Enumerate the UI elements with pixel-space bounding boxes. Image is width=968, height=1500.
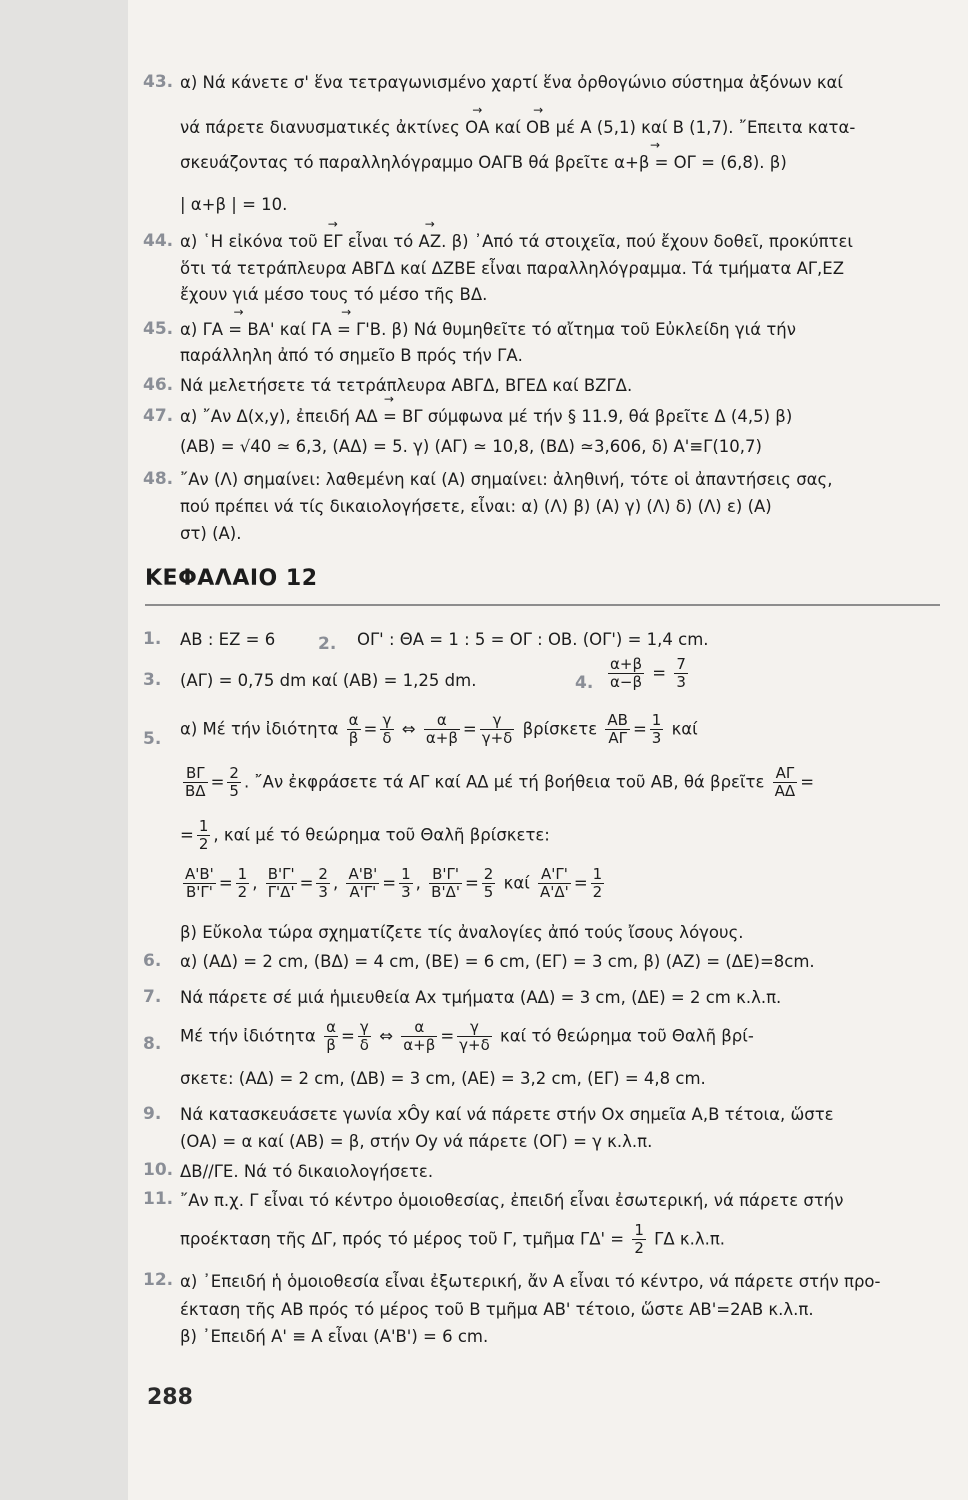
text-segment: = (6,8). β)	[701, 153, 787, 172]
numerator: 1	[401, 865, 411, 883]
answer-6: α) (ΑΔ) = 2 cm, (ΒΔ) = 4 cm, (ΒΕ) = 6 cm, (ΕΓ) = 3 cm, β) (ΑΖ) = (ΔΕ)=8cm.	[180, 952, 815, 971]
denominator: 3	[401, 883, 411, 902]
denominator: 2	[592, 883, 603, 902]
fraction	[197, 818, 211, 854]
fraction	[608, 656, 644, 692]
denominator: Β'Γ'	[185, 883, 213, 902]
fraction	[347, 712, 361, 748]
exercise-number: 45.	[143, 319, 174, 339]
equals-sign: =	[652, 663, 667, 683]
numerator: 1	[651, 711, 662, 729]
fraction	[358, 1019, 371, 1055]
denominator: ΒΔ	[185, 782, 206, 801]
denominator: 2	[198, 835, 209, 854]
numerator: γ	[480, 712, 515, 730]
heading-divider	[145, 604, 940, 606]
answer-8-line-1: Μέ τήν ἰδιότητα $\frac{\alpha}{\beta}$ = $\frac{\gamma}{\delta}$ ⇔ $\frac{\alpha}{\alpha+\beta}$ = $\frac{\gamma}{\gamma+\delta}$ καί τό θεώρημα τοῦ Θαλῆ βρί-	[180, 1018, 754, 1055]
exercise-number: 48.	[143, 469, 174, 489]
fraction	[605, 712, 630, 748]
denominator: 2	[634, 1239, 644, 1258]
text-segment: , καί μέ τό θεώρημα τοῦ Θαλῆ βρίσκετε:	[213, 825, 550, 845]
text-segment: νά πάρετε διανυσματικές ἀκτίνες	[180, 118, 460, 137]
numerator: 1	[634, 1221, 644, 1239]
exercise-number: 46.	[143, 375, 174, 395]
text-segment: . ῎Αν ἐκφράσετε τά ΑΓ καί ΑΔ μέ τή βοήθεια τοῦ ΑΒ, θά βρεῖτε	[243, 772, 765, 792]
text-segment: α) Μέ τήν ἰδιότητα	[180, 719, 339, 739]
answer-11-line-2	[180, 1222, 725, 1258]
numerator: 2	[483, 865, 494, 883]
exercise-46-line-1: Νά μελετήσετε τά τετράπλευρα ΑΒΓΔ, ΒΓΕΔ καί ΒΖΓΔ.	[180, 376, 633, 395]
fraction	[266, 866, 297, 902]
denominator: δ	[359, 1036, 369, 1055]
vector-equation: ΓΑ = ΒΑ' →	[203, 320, 275, 339]
page-number: 288	[147, 1385, 193, 1410]
answer-5-line-2: $\frac{B\Gamma}{B\Delta}$ = $\frac{2}{5}$ . ῎Αν ἐκφράσετε τά ΑΓ καί ΑΔ μέ τή βοήθεια τοῦ ΑΒ, θά βρεῖτε $\frac{A\Gamma}{A\Delta}$ =	[185, 764, 815, 801]
numerator: 2	[318, 865, 328, 883]
answer-12-line-1: α) ᾿Επειδή ἡ ὁμοιοθεσία εἶναι ἐξωτερική, ἄν Α εἶναι τό κέντρο, νά πάρετε στήν προ-	[180, 1272, 881, 1291]
vector-OB: ΟΒ →	[526, 118, 550, 137]
numerator: α+β	[610, 655, 643, 673]
text-segment: εἶναι τό	[347, 232, 414, 251]
numerator: 1	[592, 865, 603, 883]
fraction	[538, 866, 571, 902]
exercise-47-line-1	[180, 407, 792, 426]
exercise-number: 47.	[143, 406, 174, 426]
answer-10: ΔΒ//ΓΕ. Νά τό δικαιολογήσετε.	[180, 1162, 434, 1181]
answer-number: 8.	[143, 1034, 162, 1054]
numerator: γ	[457, 1019, 492, 1037]
text-segment: καί	[671, 719, 698, 739]
exercise-number: 43.	[143, 72, 174, 92]
exercise-47-line-2: (ΑΒ) = √40 ≃ 6,3, (ΑΔ) = 5. γ) (ΑΓ) ≃ 10,8, (ΒΔ) ≃3,606, δ) Α'≡Γ(10,7)	[180, 437, 762, 456]
exercise-44-line-1	[180, 232, 853, 251]
denominator: Β'Δ'	[431, 883, 460, 902]
numerator: Β'Γ'	[429, 866, 462, 884]
answer-5-line-3: = $\frac{1}{2}$ , καί μέ τό θεώρημα τοῦ Θαλῆ βρίσκετε:	[180, 817, 550, 854]
text-segment: καί	[279, 320, 306, 339]
vector-EG: ΕΓ →	[323, 232, 343, 251]
numerator: Α'Β'	[185, 865, 214, 883]
vector-AZ: ΑΖ →	[419, 232, 442, 251]
denominator: β	[326, 1036, 336, 1055]
exercise-43-line-1: α) Νά κάνετε σ' ἕνα τετραγωνισμένο χαρτί ἕνα ὀρθογώνιο σύστημα ἀξόνων καί	[180, 73, 844, 92]
answer-number: 9.	[143, 1104, 162, 1124]
denominator: γ+δ	[459, 1036, 490, 1055]
numerator: 7	[676, 655, 686, 673]
fraction	[424, 712, 460, 748]
text-segment: Μέ τήν ἰδιότητα	[180, 1026, 316, 1046]
text-segment: καί τό θεώρημα τοῦ Θαλῆ βρί-	[500, 1026, 754, 1046]
numerator: Α'Β'	[348, 865, 378, 883]
answer-5-line-5: β) Εὔκολα τώρα σχηματίζετε τίς ἀναλογίες ἀπό τούς ἴσους λόγους.	[180, 923, 744, 942]
numerator: Α'Γ'	[538, 866, 571, 884]
fraction	[429, 866, 462, 902]
text-segment: μέ Α (5,1) καί Β (1,7). ῎Επειτα κατα-	[555, 118, 856, 137]
text-segment: ΓΔ κ.λ.π.	[654, 1229, 726, 1249]
answer-4	[605, 656, 691, 692]
iff-symbol: ⇔	[401, 719, 416, 739]
denominator: 3	[318, 883, 328, 902]
answer-8-line-2: σκετε: (ΑΔ) = 2 cm, (ΔΒ) = 3 cm, (ΑΕ) = 3,2 cm, (ΕΓ) = 4,8 cm.	[180, 1069, 706, 1088]
exercise-45-line-1	[180, 320, 796, 339]
fraction	[482, 866, 496, 902]
text-segment: καί	[494, 118, 521, 137]
text-segment: α) ῎Αν Δ(x,y), ἐπειδή	[180, 407, 350, 426]
answer-11-line-1: ῎Αν π.χ. Γ εἶναι τό κέντρο ὁμοιοθεσίας, ἐπειδή εἶναι ἐσωτερική, νά πάρετε στήν	[180, 1191, 844, 1210]
iff-symbol: ⇔	[379, 1026, 394, 1046]
answer-7: Νά πάρετε σέ μιά ἡμιευθεία Αx τμήματα (ΑΔ) = 3 cm, (ΔΕ) = 2 cm κ.λ.π.	[180, 988, 782, 1007]
fraction	[183, 866, 216, 902]
answer-2: ΟΓ' : ΘΑ = 1 : 5 = ΟΓ : ΟΒ. (ΟΓ') = 1,4 cm.	[357, 630, 709, 649]
vector-sum: α+β = ΟΓ →	[614, 153, 696, 172]
exercise-45-line-2: παράλληλη ἀπό τό σημεῖο Β πρός τήν ΓΑ.	[180, 346, 523, 365]
answer-5-line-1: α) Μέ τήν ἰδιότητα $\frac{\alpha}{\beta}$ = $\frac{\gamma}{\delta}$ ⇔ $\frac{\alpha}{\alpha+\beta}$ = $\frac{\gamma}{\gamma+\delta}$ βρίσκετε $\frac{AB}{A\Gamma}$ = $\frac{1}{3}$ καί	[180, 711, 698, 748]
exercise-48-line-3: στ) (Α).	[180, 524, 242, 543]
fraction	[632, 1222, 646, 1258]
exercise-44-line-3: ἔχουν γιά μέσο τους τό μέσο τῆς ΒΔ.	[180, 285, 488, 304]
numerator: ΑΒ	[607, 711, 628, 729]
answer-5-line-4: $\frac{A'B'}{B'\Gamma'}$ = $\frac{1}{2}$ , $\frac{B'\Gamma'}{\Gamma'\Delta'}$ = $\frac{2}{3}$ , $\frac{A'B'}{A'\Gamma'}$ = $\frac{1}{3}$ , $\frac{B'\Gamma'}{B'\Delta'}$ = $\frac{2}{5}$ καί $\frac{A'\Gamma'}{A'\Delta'}$ = $\frac{1}{2}$	[185, 865, 603, 902]
denominator: γ+δ	[481, 729, 513, 748]
fraction	[773, 765, 798, 801]
vector-equation: ΑΔ = ΒΓ →	[355, 407, 422, 426]
answer-number: 4.	[575, 673, 594, 693]
exercise-number: 44.	[143, 231, 174, 251]
answer-3: (ΑΓ) = 0,75 dm καί (ΑΒ) = 1,25 dm.	[180, 671, 477, 690]
answer-1: ΑΒ : ΕΖ = 6	[180, 630, 276, 649]
answer-number: 5.	[143, 729, 162, 749]
answer-9-line-1: Νά κατασκευάσετε γωνία xÔy καί νά πάρετε στήν Οx σημεῖα Α,Β τέτοια, ὥστε	[180, 1105, 834, 1124]
numerator: α	[401, 1019, 437, 1037]
denominator: 3	[676, 673, 686, 692]
denominator: 3	[651, 729, 662, 748]
exercise-43-line-4: | α+β | = 10.	[180, 195, 288, 214]
exercise-43-line-2	[180, 118, 855, 137]
denominator: ΑΔ	[774, 782, 796, 801]
fraction	[227, 765, 241, 801]
numerator: ΑΓ	[773, 765, 798, 783]
denominator: β	[348, 729, 359, 748]
answer-number: 10.	[143, 1160, 174, 1180]
denominator: Α'Δ'	[540, 883, 569, 902]
text-segment: . β) ᾿Από τά στοιχεῖα, πού ἔχουν δοθεῖ, προκύπτει	[441, 232, 853, 251]
fraction	[316, 866, 330, 902]
denominator: α+β	[403, 1036, 436, 1055]
numerator: 2	[229, 764, 239, 782]
answer-number: 3.	[143, 670, 162, 690]
exercise-48-line-2: πού πρέπει νά τίς δικαιολογήσετε, εἶναι: α) (Λ) β) (Α) γ) (Λ) δ) (Λ) ε) (Α)	[180, 497, 772, 516]
text-segment: προέκταση τῆς ΔΓ, πρός τό μέρος τοῦ Γ, τμῆμα ΓΔ' =	[180, 1229, 625, 1249]
answer-number: 1.	[143, 629, 162, 649]
answer-number: 12.	[143, 1270, 174, 1290]
denominator: 5	[483, 883, 494, 902]
denominator: α+β	[425, 729, 458, 748]
numerator: α	[348, 711, 359, 729]
numerator: ΒΓ	[183, 765, 208, 783]
fraction	[591, 866, 605, 902]
fraction	[399, 866, 413, 902]
answer-number: 2.	[318, 634, 337, 654]
fraction	[324, 1019, 338, 1055]
vector-equation: ΓΑ = Γ'Β →	[311, 320, 381, 339]
fraction	[183, 765, 208, 801]
denominator: α−β	[610, 673, 643, 692]
exercise-43-line-3	[180, 153, 787, 172]
text-segment: α) ῾Η εἰκόνα τοῦ	[180, 232, 318, 251]
exercise-48-line-1: ῎Αν (Λ) σημαίνει: λαθεμένη καί (Α) σημαίνει: ἀληθινή, τότε οἱ ἀπαντήσεις σας,	[180, 470, 833, 489]
fraction	[674, 656, 688, 692]
numerator: 1	[237, 865, 248, 883]
fraction	[650, 712, 664, 748]
chapter-heading: ΚΕΦΑΛΑΙΟ 12	[145, 566, 318, 591]
text-segment: α)	[180, 320, 198, 339]
left-margin-strip	[0, 0, 128, 1500]
text-segment: σκευάζοντας τό παραλληλόγραμμο ΟΑΓΒ θά βρεῖτε	[180, 153, 609, 172]
denominator: 2	[237, 883, 248, 902]
numerator: Β'Γ'	[267, 865, 295, 883]
numerator: α	[326, 1018, 336, 1036]
vector-OA: ΟΑ →	[465, 118, 489, 137]
denominator: δ	[382, 729, 392, 748]
numerator: γ	[380, 712, 393, 730]
fraction	[380, 712, 393, 748]
answer-number: 11.	[143, 1189, 174, 1209]
denominator: Α'Γ'	[349, 883, 377, 902]
denominator: ΑΓ	[608, 729, 627, 748]
text-segment: καί	[503, 873, 530, 893]
fraction	[346, 866, 379, 902]
text-segment: βρίσκετε	[522, 719, 598, 739]
answer-number: 6.	[143, 951, 162, 971]
numerator: α	[424, 712, 460, 730]
answer-9-line-2: (ΟΑ) = α καί (ΑΒ) = β, στήν Οy νά πάρετε (ΟΓ) = γ κ.λ.π.	[180, 1132, 653, 1151]
answer-12-line-2: έκταση τῆς ΑΒ πρός τό μέρος τοῦ Β τμῆμα ΑΒ' τέτοιο, ὥστε ΑΒ'=2ΑΒ κ.λ.π.	[180, 1300, 814, 1319]
denominator: Γ'Δ'	[267, 883, 295, 902]
fraction	[457, 1019, 492, 1055]
fraction	[401, 1019, 437, 1055]
exercise-44-line-2: ὅτι τά τετράπλευρα ΑΒΓΔ καί ΔΖΒΕ εἶναι παραλληλόγραμμα. Τά τμήματα ΑΓ,ΕΖ	[180, 259, 845, 278]
answer-12-line-3: β) ᾿Επειδή Α' ≡ Α εἶναι (Α'Β') = 6 cm.	[180, 1327, 489, 1346]
fraction	[480, 712, 515, 748]
text-segment: σύμφωνα μέ τήν § 11.9, θά βρεῖτε Δ (4,5) β)	[427, 407, 793, 426]
text-segment: . β) Νά θυμηθεῖτε τό αἴτημα τοῦ Εὐκλείδη γιά τήν	[381, 320, 796, 339]
numerator: γ	[358, 1019, 371, 1037]
answer-number: 7.	[143, 987, 162, 1007]
denominator: 5	[229, 782, 239, 801]
numerator: 1	[198, 817, 209, 835]
fraction	[236, 866, 250, 902]
